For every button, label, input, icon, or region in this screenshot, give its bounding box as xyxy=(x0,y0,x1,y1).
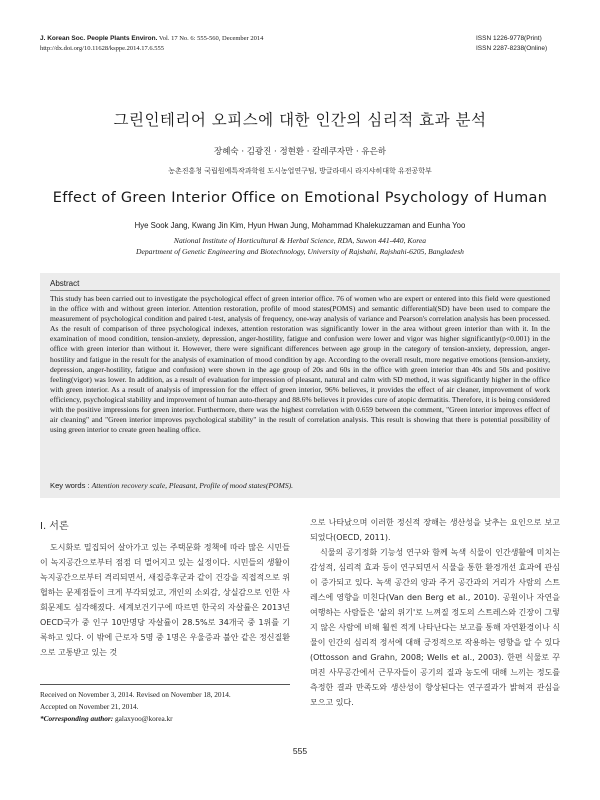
title-english: Effect of Green Interior Office on Emotional Psychology of Human xyxy=(52,190,548,206)
journal-info xyxy=(40,34,263,54)
intro-paragraph-1: 도시화로 밀집되어 살아가고 있는 주택문화 정책에 따라 많은 시민들이 녹지공간으로부터 점점 더 멀어지고 있는 실정이다. 시민들의 생활이 녹지공간으로부터 격리되면서, 새집증후군과 같이 건강을 직접적으로 위협하는 문제점들이 크게 부각되었고, 개인의 소외감, 상실감으로 인한 사회문제도 심각해졌다. 세계보건기구에 따르면 한국의 자살률은 2013년 OECD국가 중 인구 10만명당 자살률이 28.5%로 34개국 중 1위를 기록하고 있다. 이 밖에 근로자 5명 중 1명은 우울증과 불안 같은 정신질환으로 고통받고 있는 것 xyxy=(40,543,290,657)
affiliation-1: National Institute of Horticultural & Herbal Science, RDA, Suwon 441-440, Korea xyxy=(173,236,427,245)
volume-info: Vol. 17 No. 6: 555-560, December 2014 xyxy=(158,35,264,42)
corresponding-label: *Corresponding author: xyxy=(40,714,114,723)
left-column xyxy=(40,515,290,660)
issn-info xyxy=(476,34,560,54)
corresponding-email[interactable]: galaxyoo@korea.kr xyxy=(115,714,173,723)
right-column xyxy=(310,515,560,710)
keywords-value: Attention recovery scale, Pleasant, Profile of mood states(POMS). xyxy=(91,481,294,490)
intro-paragraph-2: 식물의 공기정화 기능성 연구와 함께 녹색 식물이 인간생활에 미치는 감성적, 심리적 효과 등이 연구되면서 식물을 통한 환경개선 효과에 관심이 증가되고 있다. 녹색 공간의 양과 주거 공간과의 거리가 사람의 스트레스에 영향을 미친다(Van den Berg et al., 2010). 공원이나 자연을 여행하는 사람들은 '삶의 위기'로 느껴질 정도의 스트레스와 긴장이 그렇지 않은 사람에 비해 훨씬 적게 나타난다는 보고를 통해 자연환경이나 식물이 인간의 심리적 정서에 대해 긍정적으로 작용하는 영향을 알 수 있다(Ottosson and Grahn, 2008; Wells et al., 2003). 한편 식물로 꾸며진 사무공간에서 근무자들이 공기의 질과 농도에 대해 느끼는 정도를 측정한 결과 만족도와 생산성이 향상된다는 연구결과가 밝혀져 관심을 모으고 있다. xyxy=(310,548,560,707)
title-korean: 그린인테리어 오피스에 대한 인간의 심리적 효과 분석 xyxy=(113,111,487,129)
abstract-box xyxy=(40,273,560,498)
abstract-heading: Abstract xyxy=(50,279,80,288)
abstract-text: This study has been carried out to investigate the psychological effect of green interior office. 76 of women who are expert or entered into this field were questioned in the office with and without green interior. Attention restoration, profile of mood states(POMS) and semantic differential(SD) have been used to compare the measurement of psychological condition and paired t-test, analysis of frequency, one-way analysis of variance and Pearson's correlation analysis has been processed. As the result of comparison of three psychological indexes, attention restoration was significantly lower in the area without green interior than with it. In the examination of mood condition, tension-anxiety, depression, anger-hostility, fatigue and confusion were lower and vigor was higher significantly(p<0.001) in the office with green interior than without it. However, there were significant differences between age group in the category of tension-anxiety, depression, anger-hostility and fatigue in the result for the analysis of examination of mood condition by age. According to the overall result, more negative emotions (tension-anxiety, depression, anger-hostility, fatigue and confusion) were shown in the age group of 20s and 60s in the office with green interior than 40s and 50s and positive feeling(vigor) was lower. In addition, as a result of evaluation for impression of pleasant, natural and calm with SD method, it was significantly higher in the office with green interior. As a result of analysis of impression for the effect of green interior, 96% believes, it provides the effect of air cleaner, improvement of work efficiency, psychological stability and improvement of human auto-therapy and 88.6% believes it provides cure of atopic dermatitis. Therefore, it is being considered with the positive impressions for green interior. Furthermore, there was the highest correlation with 0.659 between the comment, "Green interior improves effect of air cleaning" and "Green interior improves psychological stability" in the result of correlation analysis. This result is showing that there is potential possibility of using green interior to create green healing office. xyxy=(50,294,550,435)
footnote xyxy=(40,684,290,725)
affiliation-english xyxy=(0,236,600,257)
authors-korean: 장혜숙 · 김광진 · 정현환 · 칼레쿠자만 · 유은하 xyxy=(213,147,386,157)
keywords xyxy=(50,481,293,490)
intro-paragraph-continued: 으로 나타났으며 이러한 정신적 장해는 생산성을 낮추는 요인으로 보고되었다(OECD, 2011). xyxy=(310,518,560,542)
abstract-rule xyxy=(50,290,550,291)
affiliation-korean: 농촌진흥청 국립원예특작과학원 도시농업연구팀, 방글라데시 라지샤히대학 유전공학부 xyxy=(168,167,432,175)
keywords-label: Key words : xyxy=(50,481,90,490)
affiliation-2: Department of Genetic Engineering and Biotechnology, University of Rajshahi, Rajshahi-6205, Bangladesh xyxy=(136,246,464,256)
issn-online: ISSN 2287-8238(Online) xyxy=(476,45,548,52)
issn-print: ISSN 1226-9778(Print) xyxy=(476,35,542,42)
journal-name: J. Korean Soc. People Plants Environ. xyxy=(40,35,158,42)
page-number: 555 xyxy=(292,746,308,756)
doi-link[interactable]: http://dx.doi.org/10.11628/ksppe.2014.17.6.555 xyxy=(40,45,165,52)
authors-english: Hye Sook Jang, Kwang Jin Kim, Hyun Hwan Jung, Mohammad Khalekuzzaman and Eunha Yoo xyxy=(134,221,466,230)
section-title-introduction: Ⅰ. 서론 xyxy=(40,521,69,532)
accepted-date: Accepted on November 21, 2014. xyxy=(40,702,139,711)
received-date: Received on November 3, 2014. Revised on November 18, 2014. xyxy=(40,690,231,699)
